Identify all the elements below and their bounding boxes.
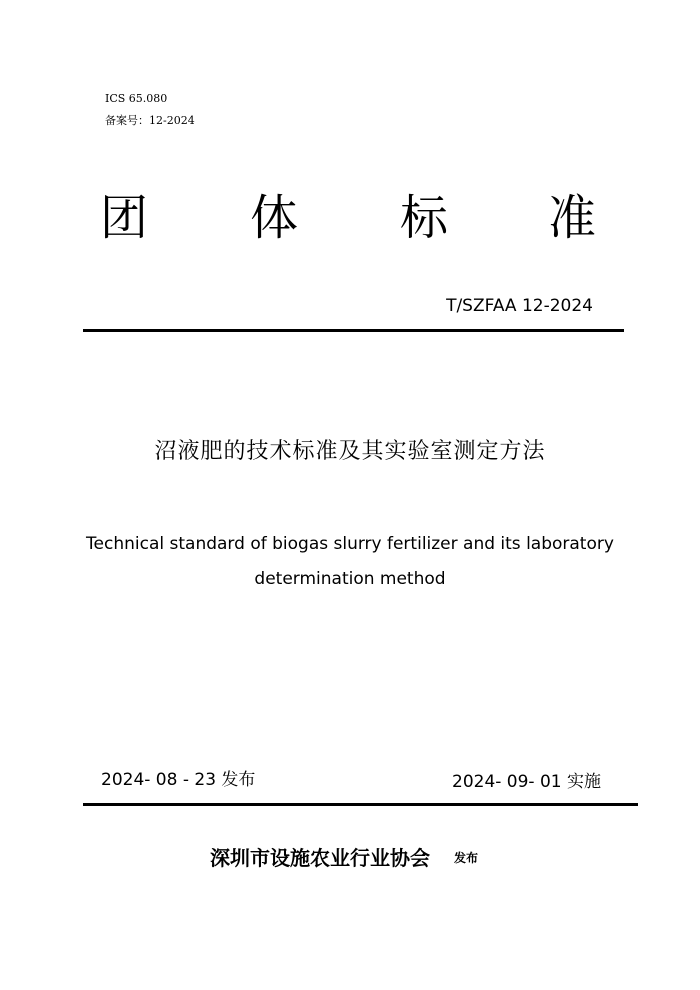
- english-title-line-1: Technical standard of biogas slurry fertilizer and its laboratory: [86, 534, 614, 554]
- ics-code: ICS 65.080: [105, 92, 168, 105]
- bottom-divider: [83, 803, 638, 806]
- top-divider: [83, 329, 624, 332]
- category-char-1: 团: [100, 190, 149, 246]
- category-char-4: 准: [548, 190, 597, 246]
- record-number: 备案号：12-2024: [105, 114, 195, 127]
- issuer-publish-label: 发布: [454, 851, 479, 865]
- publish-date: 2024- 08 - 23 发布: [101, 770, 256, 790]
- english-title-line-2: determination method: [254, 569, 446, 589]
- implement-date: 2024- 09- 01 实施: [452, 772, 602, 792]
- category-char-3: 标: [400, 190, 449, 246]
- chinese-title: 沼液肥的技术标准及其实验室测定方法: [154, 439, 546, 464]
- issuer-name: 深圳市设施农业行业协会: [210, 846, 430, 870]
- standard-number: T/SZFAA 12-2024: [446, 296, 593, 316]
- category-char-2: 体: [250, 190, 299, 246]
